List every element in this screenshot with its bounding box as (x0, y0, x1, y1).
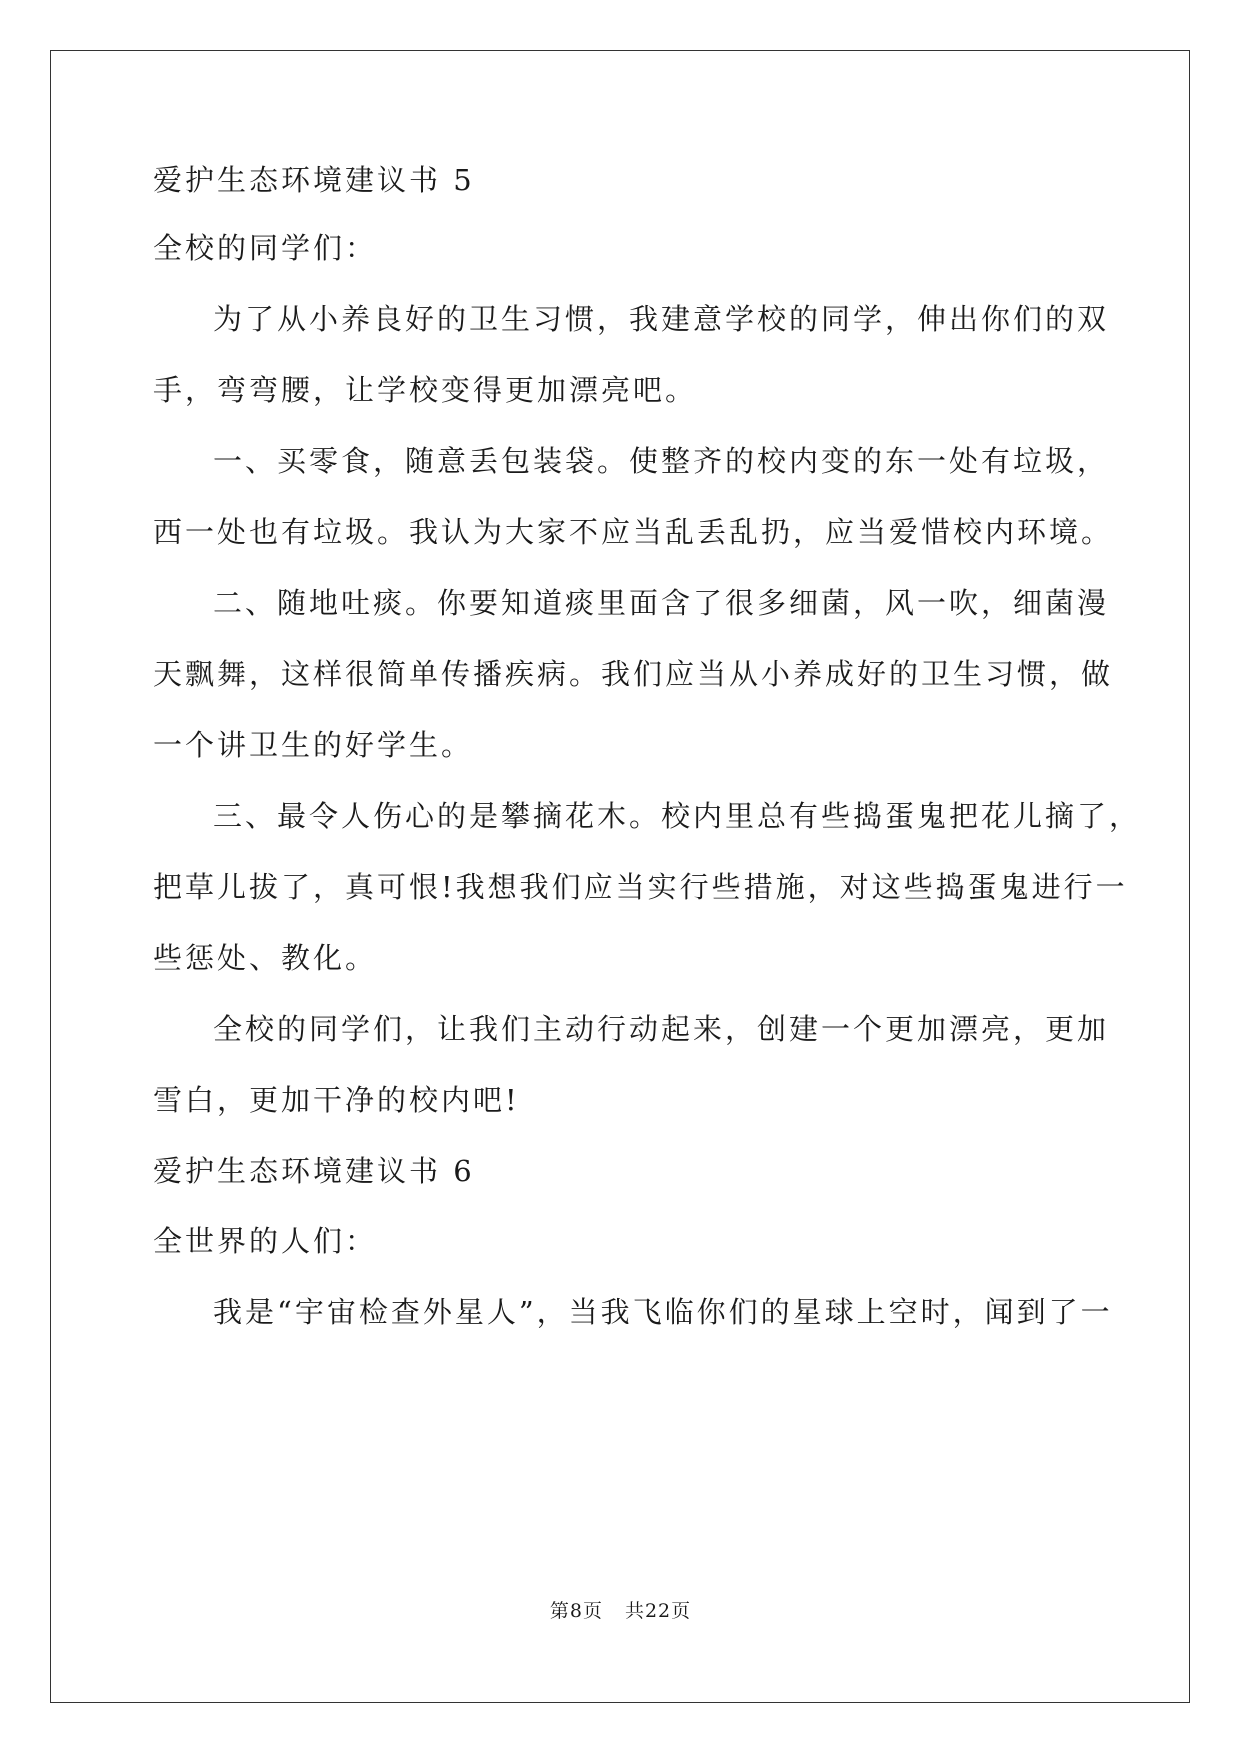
paragraph-line: 西一处也有垃圾。我认为大家不应当乱丢乱扔，应当爱惜校内环境。 (153, 515, 1114, 549)
paragraph-line: 我是“宇宙检查外星人”，当我飞临你们的星球上空时，闻到了一 (213, 1295, 1113, 1329)
paragraph-line: 为了从小养良好的卫生习惯，我建意学校的同学，伸出你们的双 (213, 302, 1110, 336)
salutation: 全校的同学们： (153, 231, 378, 265)
page-number-total: 共22页 (624, 1600, 692, 1622)
paragraph-line: 三、最令人伤心的是攀摘花木。校内里总有些捣蛋鬼把花儿摘了， (213, 799, 1142, 833)
paragraph-line: 一个讲卫生的好学生。 (153, 728, 474, 762)
page-number-current: 第8页 (549, 1600, 603, 1622)
section-title-6: 爱护生态环境建议书 6 (153, 1154, 475, 1188)
paragraph-line: 全校的同学们，让我们主动行动起来，创建一个更加漂亮，更加 (213, 1012, 1110, 1046)
page-footer (0, 1596, 1241, 1623)
paragraph-line: 些惩处、教化。 (153, 941, 378, 975)
salutation: 全世界的人们： (153, 1224, 378, 1258)
paragraph-line: 二、随地吐痰。你要知道痰里面含了很多细菌，风一吹，细菌漫 (213, 586, 1110, 620)
paragraph-line: 把草儿拔了，真可恨!我想我们应当实行些措施，对这些捣蛋鬼进行一 (153, 870, 1128, 904)
section-title-5: 爱护生态环境建议书 5 (153, 163, 475, 197)
paragraph-line: 天飘舞，这样很简单传播疾病。我们应当从小养成好的卫生习惯，做 (153, 657, 1114, 691)
paragraph-line: 手，弯弯腰，让学校变得更加漂亮吧。 (153, 373, 698, 407)
paragraph-line: 雪白，更加干净的校内吧! (153, 1083, 520, 1117)
paragraph-line: 一、买零食，随意丢包装袋。使整齐的校内变的东一处有垃圾， (213, 444, 1110, 478)
